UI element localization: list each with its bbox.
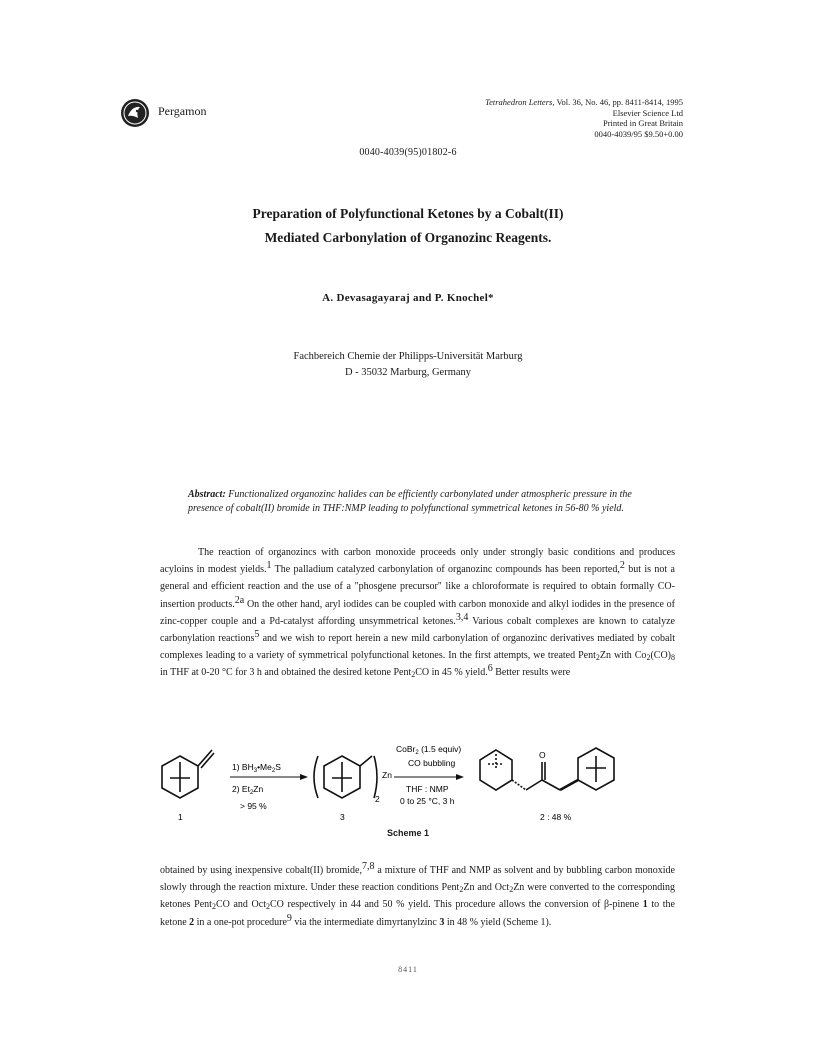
publisher-name: Pergamon bbox=[158, 104, 207, 118]
reagent-step-1: 1) $BH_3•Me_2S$ bbox=[232, 762, 281, 774]
text-run: On the other hand, aryl iodides can be coupled with carbon monoxide and alkyl iodides in the presence of zinc-copper couple and a Pd-catalyst affording unsymmetrical ketones. bbox=[160, 598, 675, 627]
carbonyl-oxygen-label: O bbox=[539, 750, 546, 760]
dimyrtanylzinc-structure bbox=[314, 756, 377, 798]
zinc-subscript: 2 bbox=[375, 794, 380, 804]
condition-solvent: THF : NMP bbox=[406, 784, 449, 794]
citation: 2a bbox=[234, 594, 245, 606]
text-run: but is not a general and efficient reaction and the use of a "phosgene precursor" like a chloroformate is required to obtain formally CO-insertion products. bbox=[160, 564, 675, 610]
price-line: 0040-4039/95 $9.50+0.00 bbox=[594, 128, 683, 139]
journal-reference: Vol. 36, No. 46, pp. 8411-8414, 1995 bbox=[556, 97, 683, 107]
text-run: Zn and Oct bbox=[463, 882, 510, 894]
abstract-text: Functionalized organozinc halides can be efficiently carbonylated under atmospheric pressure in the presence of cobalt(II) bromide in THF:NMP leading to polyfunctional symmetrical ketones in 56-80 % yield. bbox=[188, 489, 632, 514]
title-line-1: Preparation of Polyfunctional Ketones by a Cobalt(II) bbox=[252, 206, 564, 221]
publisher-line: Elsevier Science Ltd bbox=[612, 107, 683, 118]
authors: A. Devasagayaraj and P. Knochel* bbox=[322, 292, 494, 304]
arrow-head-2 bbox=[456, 774, 464, 780]
abstract-label: Abstract: bbox=[188, 489, 226, 500]
citation: 1 bbox=[266, 560, 272, 572]
text-run: in a one-pot procedure bbox=[194, 916, 287, 928]
text-run: CO respectively in 44 and 50 % yield. This procedure allows the conversion of β-pinene bbox=[269, 899, 643, 911]
body-paragraph-2 bbox=[160, 862, 675, 931]
printed-line: Printed in Great Britain bbox=[602, 118, 683, 128]
affiliation bbox=[0, 349, 816, 381]
text-run: obtained by using inexpensive cobalt(II) bromide, bbox=[160, 865, 362, 876]
text-run: The reaction of organozincs with carbon monoxide proceeds only under strongly basic conditions and produces acyloins in modest yields. bbox=[160, 547, 675, 576]
text-run: Better results were bbox=[492, 667, 571, 679]
scheme-caption: Scheme 1 bbox=[386, 828, 430, 838]
subscript: 2 bbox=[411, 670, 416, 680]
compound-ref: 3 bbox=[439, 916, 445, 928]
arrow-head-1 bbox=[300, 774, 308, 780]
text-run: Zn with Co bbox=[599, 650, 647, 662]
affiliation-line-1: Fachbereich Chemie der Philipps-Universität Marburg bbox=[293, 351, 523, 362]
text-run: via the intermediate dimyrtanylzinc bbox=[291, 916, 440, 928]
journal-info bbox=[423, 97, 683, 139]
text-run: in 48 % yield (Scheme 1). bbox=[444, 916, 552, 928]
subscript: 2 bbox=[265, 902, 270, 912]
compound-1-label: 1 bbox=[178, 812, 183, 822]
page-number: 8411 bbox=[398, 965, 418, 974]
citation: 3,4 bbox=[455, 611, 469, 623]
subscript: 2 bbox=[595, 653, 600, 663]
citation: 7,8 bbox=[361, 861, 375, 872]
body-paragraph-1 bbox=[160, 544, 675, 682]
text-run: CO and Oct bbox=[215, 899, 266, 911]
affiliation-line-2: D - 35032 Marburg, Germany bbox=[344, 367, 472, 378]
pergamon-logo-icon bbox=[120, 98, 150, 128]
journal-title: Tetrahedron Letters, bbox=[485, 97, 555, 107]
text-run: The palladium catalyzed carbonylation of organozinc compounds has been reported, bbox=[271, 564, 620, 576]
beta-pinene-structure bbox=[162, 750, 214, 798]
condition-cobr2: CoBr$_2$ (1.5 equiv) bbox=[396, 744, 462, 756]
compound-ref: 1 bbox=[642, 899, 648, 911]
text-run: Various cobalt complexes are known to catalyze carbonylation reactions bbox=[160, 615, 675, 645]
article-title bbox=[0, 202, 816, 250]
text-run: CO in 45 % yield. bbox=[415, 667, 488, 679]
text-run: in THF at 0-20 °C for 3 h and obtained the desired ketone Pent bbox=[160, 667, 412, 679]
subscript: 2 bbox=[646, 653, 651, 663]
text-run: and we wish to report herein a new mild carbonylation of organozinc derivatives mediated by cobalt complexes leading to a variety of symmetrical polyfunctional ketones. In the first attempts, we treated Pent bbox=[160, 633, 676, 662]
doi-code: 0040-4039(95)01802-6 bbox=[359, 147, 457, 158]
compound-3-label: 3 bbox=[340, 812, 345, 822]
step-1-yield: > 95 % bbox=[240, 801, 267, 811]
compound-ref: 2 bbox=[189, 916, 195, 928]
ketone-structure bbox=[480, 748, 614, 790]
condition-co-bubbling: CO bubbling bbox=[408, 758, 456, 768]
zinc-label: Zn bbox=[382, 770, 392, 780]
text-run: Zn were converted to the corresponding ketones Pent bbox=[160, 882, 675, 911]
text-run: to the ketone bbox=[160, 899, 675, 928]
subscript: 2 bbox=[509, 885, 514, 895]
citation: 9 bbox=[286, 912, 292, 924]
subscript: 2 bbox=[459, 885, 464, 895]
abstract bbox=[188, 488, 643, 515]
compound-2-label: 2 : 48 % bbox=[540, 812, 572, 822]
text-run: (CO) bbox=[650, 650, 671, 662]
citation: 6 bbox=[487, 663, 493, 675]
subscript: 8 bbox=[671, 653, 675, 663]
condition-temperature: 0 to 25 °C, 3 h bbox=[400, 796, 455, 806]
text-run: a mixture of THF and NMP as solvent and by bubbling carbon monoxide slowly through the reaction mixture. Under these reaction conditions Pent bbox=[160, 865, 675, 894]
citation: 5 bbox=[254, 629, 260, 641]
reagent-step-2: 2) $Et_2Zn$ bbox=[232, 784, 264, 796]
citation: 2 bbox=[619, 560, 625, 572]
subscript: 2 bbox=[211, 902, 216, 912]
title-line-2: Mediated Carbonylation of Organozinc Reagents. bbox=[264, 230, 552, 245]
